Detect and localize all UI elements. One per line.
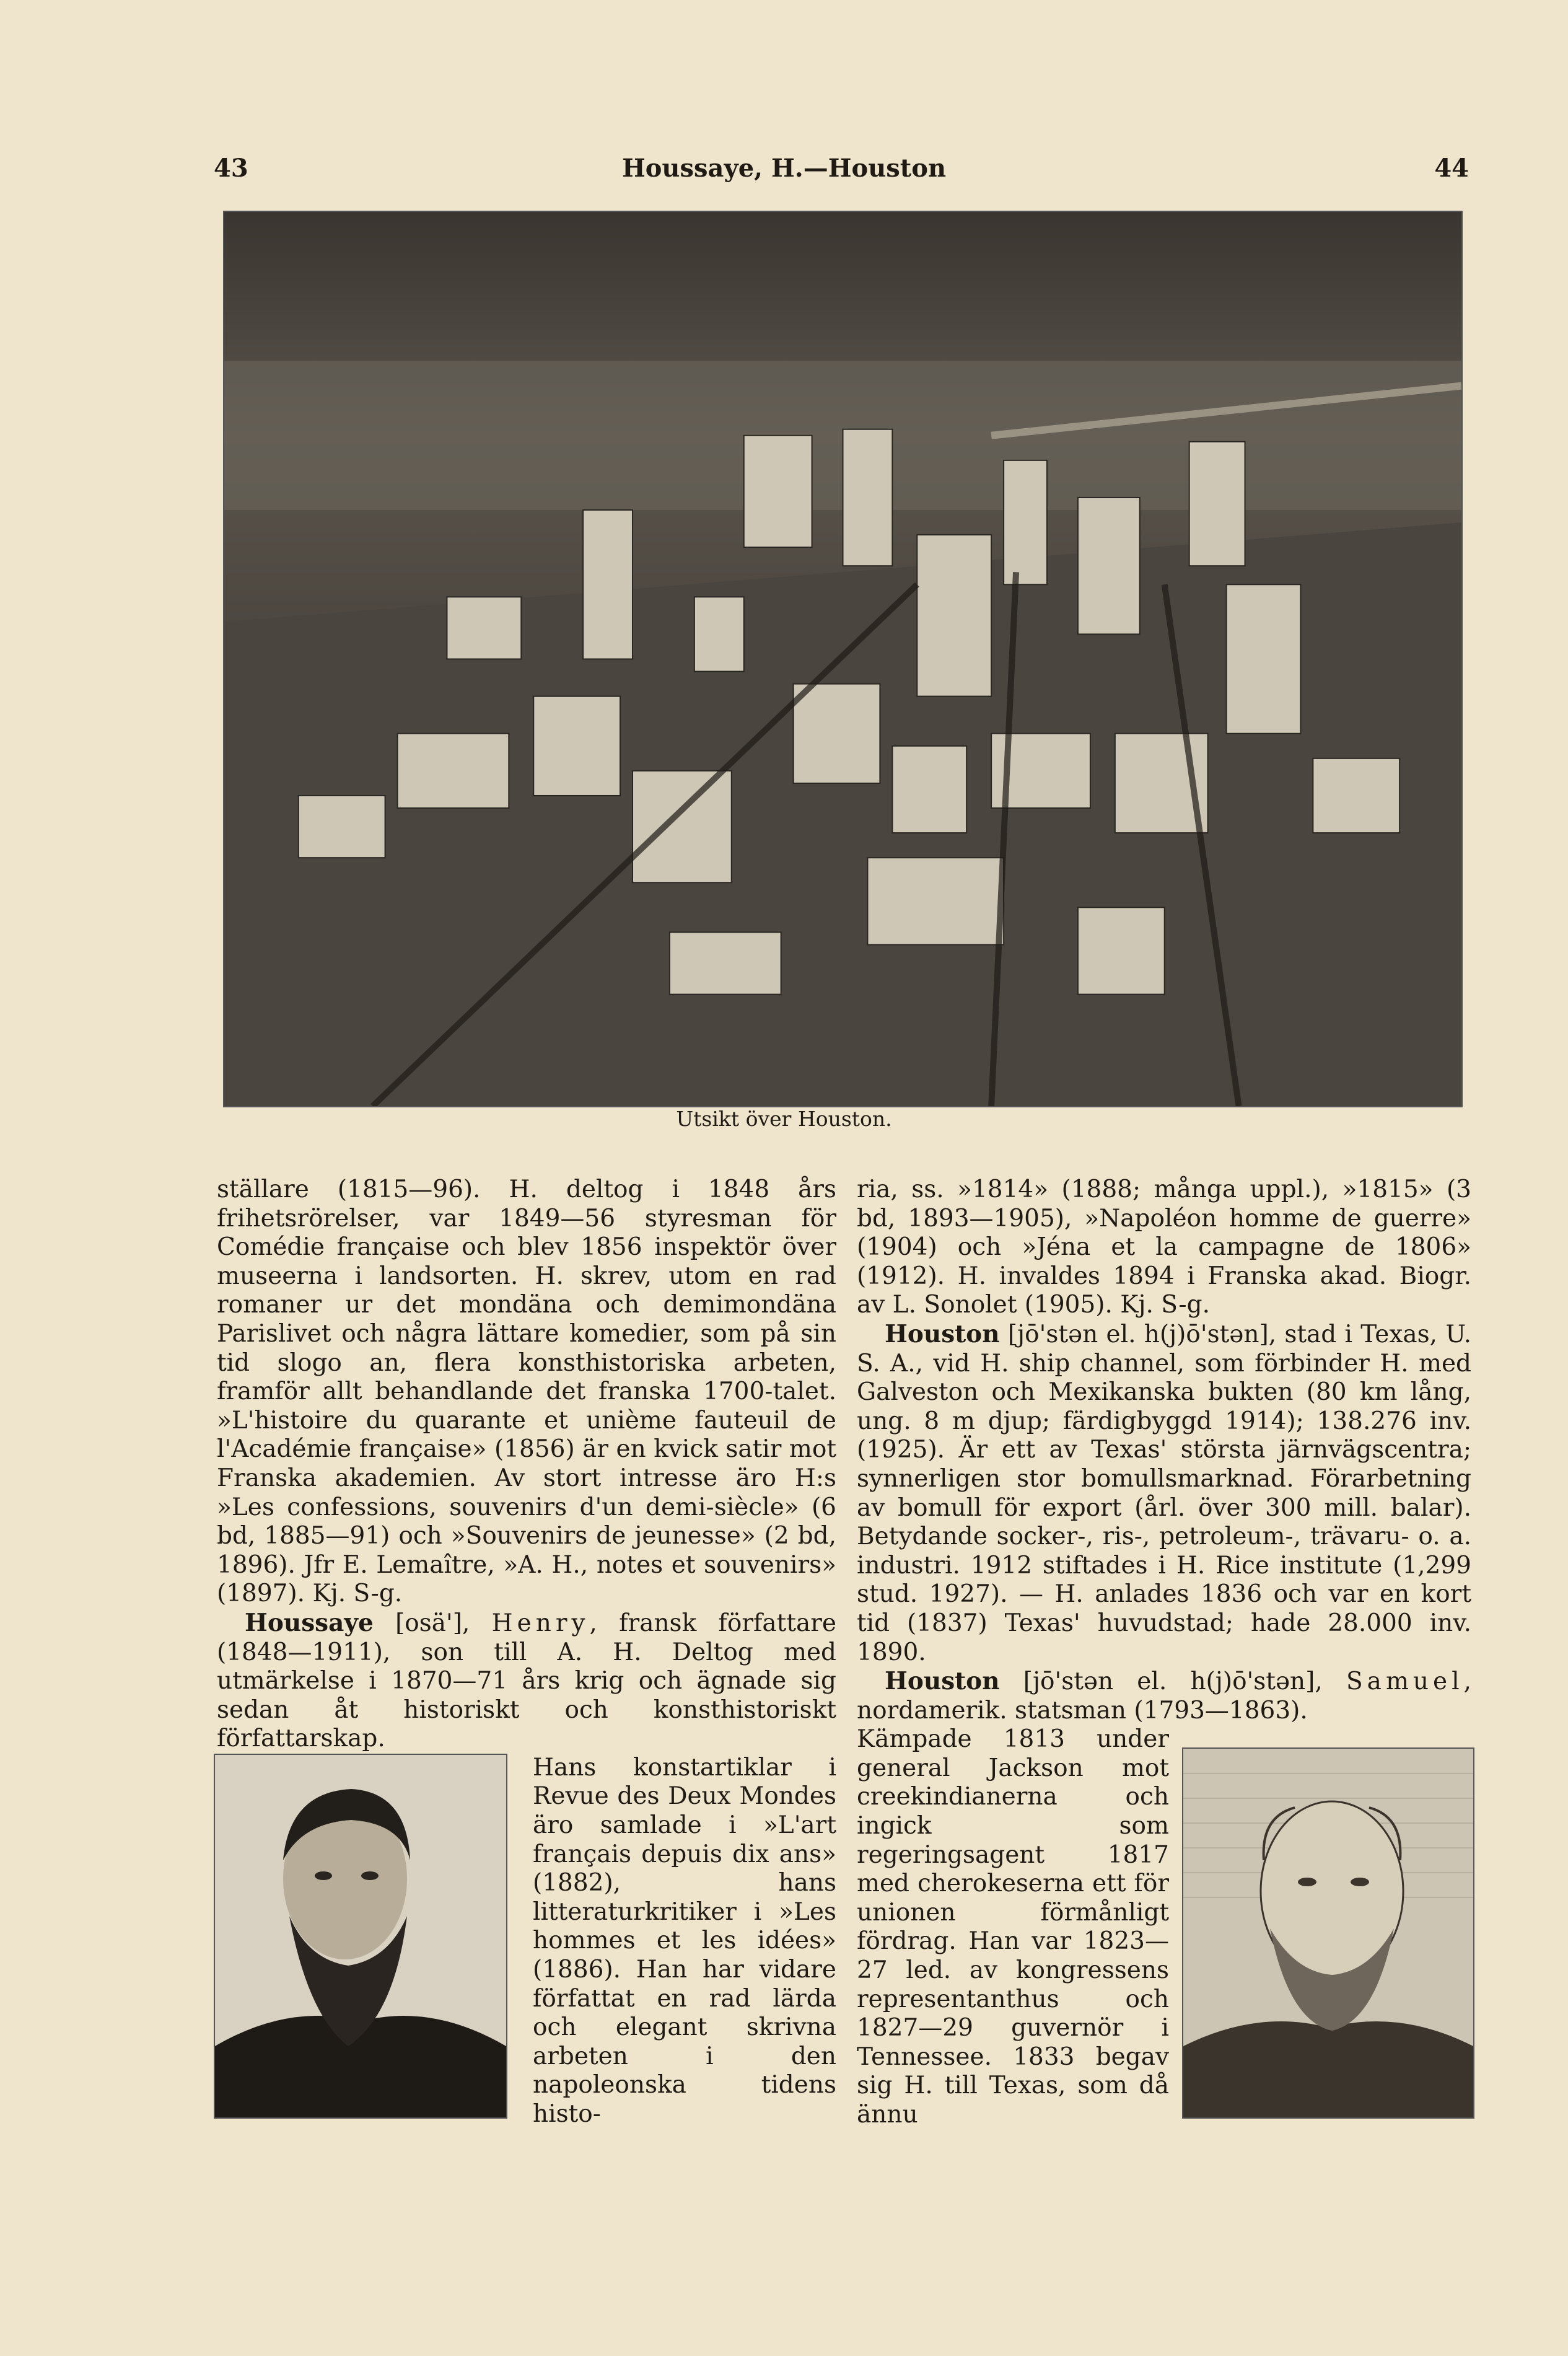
houssaye-henry-entry-continued: Hans konstartiklar i Revue des Deux Mondes äro samlade i »L'art français depuis dix ans» (1882), hans litteraturkritiker i »Les hommes et les idées» (1886). Han har vidare författat en rad lärda och elegant skrivna arbeten i den napoleonska tidens histo- <box>533 1753 836 2128</box>
figure-caption: Utsikt över Houston. <box>676 1107 892 1131</box>
houssaye-henry-entry <box>217 1609 836 1754</box>
portrait-henry-houssaye <box>214 1754 507 2119</box>
entry-body: , fransk författare (1848—1911), son till A. H. Deltog med utmärkelse i 1870—71 års krig och ägnade sig sedan åt historiskt och konsthistoriskt författarskap. <box>217 1609 836 1753</box>
entry-given-name: Samuel <box>1346 1668 1464 1696</box>
page-number-left: 43 <box>214 154 248 183</box>
entry-pronunciation: [osä'], <box>373 1609 492 1637</box>
entry-body: , nordamerik. statsman (1793—1863). <box>857 1668 1471 1725</box>
entry-body: [jō'stən el. h(j)ō'stən], stad i Texas, U. S. A., vid H. ship channel, som förbinder H. med Galveston och Mexikanska bukten (80 km lång, ung. 8 m djup; färdigbyggd 1914); 138.276 inv. (1925). Är ett av Texas' största järnvägscentra; synnerligen stor bomullsmarknad. Förarbetning av bomull för export (årl. över 300 mill. balar). Betydande socker-, ris-, petroleum-, trävaru- o. a. industri. 1912 stiftades i H. Rice institute (1,299 stud. 1927). — H. anlades 1836 och var en kort tid (1837) Texas' huvudstad; hade 28.000 inv. 1890. <box>857 1320 1471 1666</box>
houston-samuel-entry <box>857 1667 1471 1725</box>
entry-given-name: Henry <box>491 1609 590 1637</box>
entry-headword: Houssaye <box>245 1608 374 1637</box>
aerial-city-photo <box>223 211 1463 1107</box>
houston-city-entry <box>857 1320 1471 1667</box>
houssaye-arsene-text: ställare (1815—96). H. deltog i 1848 års frihetsrörelser, var 1849—56 styresman för Comédie française och blev 1856 inspektör över museerna i landsorten. H. skrev, utom en rad romaner ur det mondäna och demimondäna Parislivet och några lättare komedier, som på sin tid slogo an, flera konsthistoriska arbeten, framför allt behandlande det franska 1700-talet. »L'histoire du quarante et unième fauteuil de l'Académie française» (1856) är en kvick satir mot Franska akademien. Av stort intresse äro H:s »Les confessions, souvenirs d'un demi-siècle» (6 bd, 1885—91) och »Souvenirs de jeunesse» (2 bd, 1896). Jfr E. Lemaître, »A. H., notes et souvenirs» (1897). Kj. S-g. <box>217 1176 836 1608</box>
entry-pronunciation: [jō'stən el. h(j)ō'stən], <box>999 1668 1346 1696</box>
entry-headword: Houston <box>885 1319 1000 1348</box>
portrait-samuel-houston <box>1182 1747 1474 2119</box>
page-number-right: 44 <box>1434 154 1469 183</box>
houssaye-henry-text-continued: ria, ss. »1814» (1888; många uppl.), »1815» (3 bd, 1893—1905), »Napoléon homme de guerre» (1904) och »Jéna et la campagne de 1806» (1912). H. invaldes 1894 i Franska akad. Biogr. av L. Sonolet (1905). Kj. S-g. <box>857 1176 1471 1319</box>
houston-samuel-entry-continued: Kämpade 1813 under general Jackson mot creekindianerna och ingick som regeringsagent 1817 med cherokeserna ett för unionen förmånligt fördrag. Han var 1823—27 led. av kongressens representanthus och 1827—29 guvernör i Tennessee. 1833 begav sig H. till Texas, som då ännu <box>857 1725 1169 2129</box>
entry-headword: Houston <box>885 1667 1000 1696</box>
running-title: Houssaye, H.—Houston <box>621 154 947 183</box>
